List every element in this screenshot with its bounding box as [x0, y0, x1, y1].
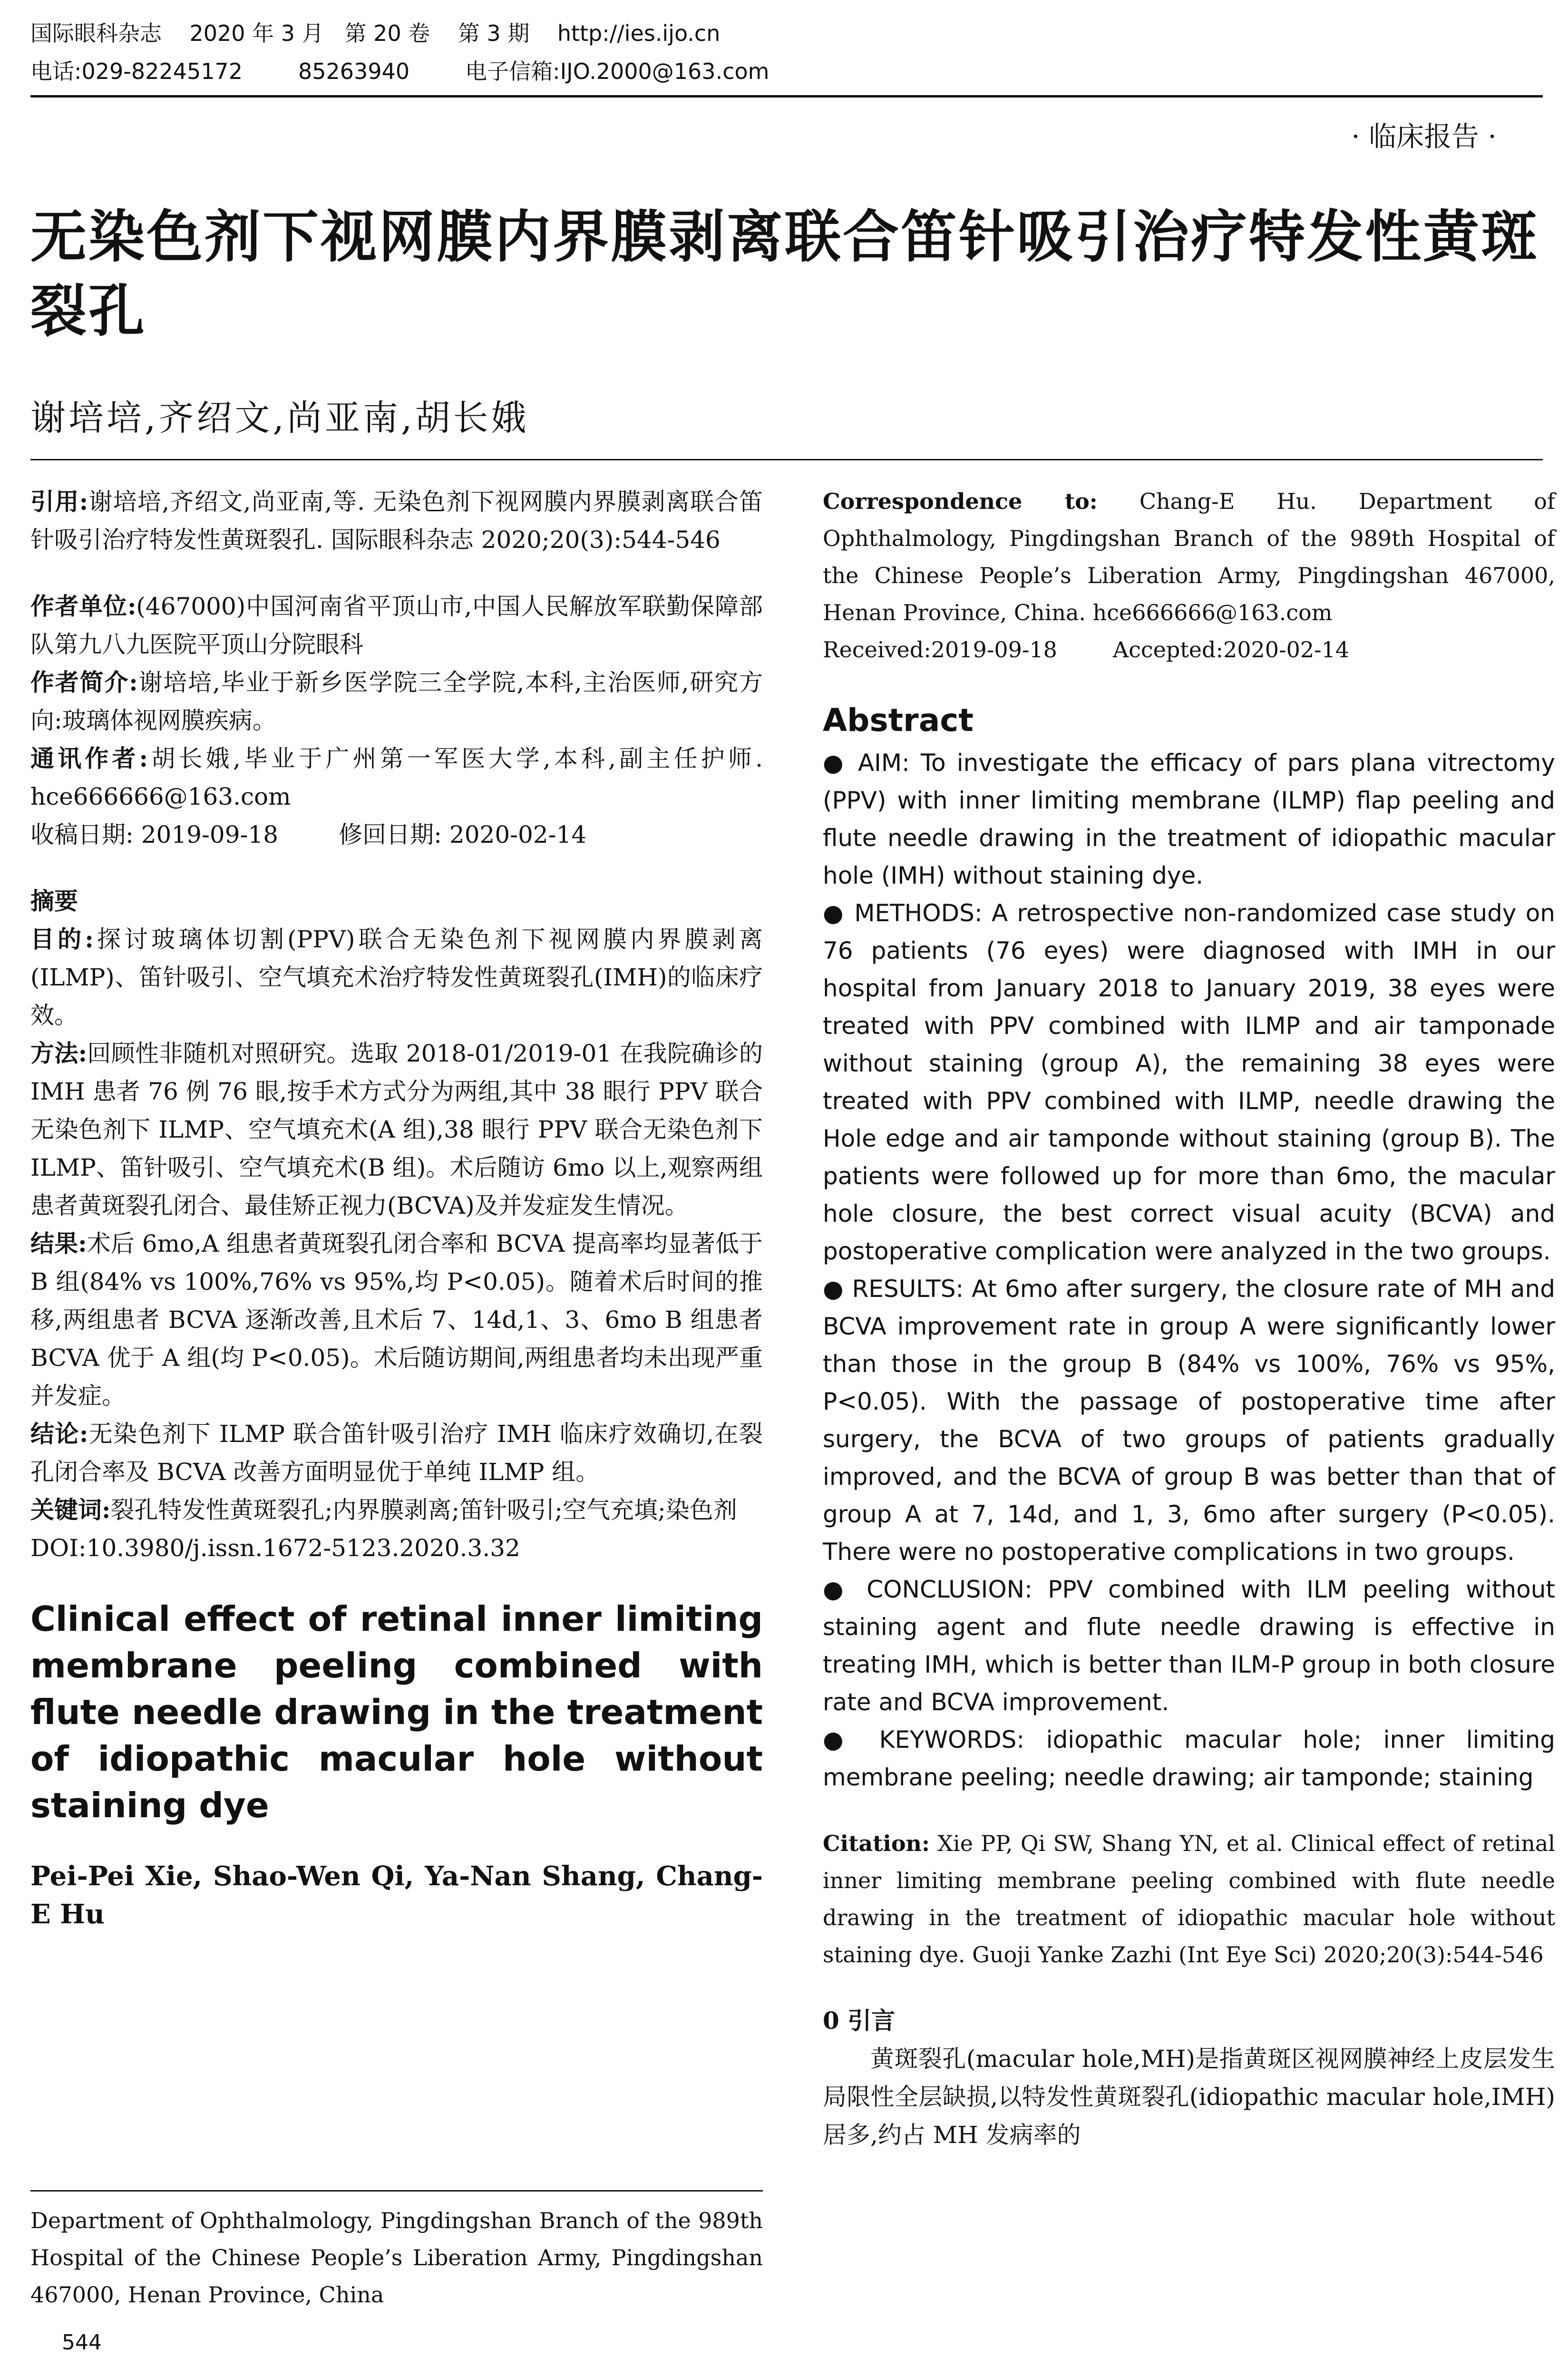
- affil-text: (467000)中国河南省平顶山市,中国人民解放军联勤保障部队第九八九医院平顶山分院眼科: [30, 593, 763, 658]
- journal-header-line2: 电话:029-82245172 85263940 电子信箱:IJO.2000@163.com: [30, 58, 769, 84]
- kw-text: 裂孔特发性黄斑裂孔;内界膜剥离;笛针吸引;空气充填;染色剂: [110, 1496, 737, 1524]
- section-tag: · 临床报告 ·: [1351, 120, 1497, 153]
- affiliation-cn: [30, 587, 763, 663]
- aim-en: ● AIM: To investigate the efficacy of pars plana vitrectomy (PPV) with inner limiting membrane (ILMP) flap peeling and flute needle drawing in the treatment of idiopathic macular hole (IMH) without staining dye.: [823, 749, 1555, 889]
- page-number: 544: [62, 2330, 102, 2355]
- citation-label: 引用:: [30, 487, 88, 516]
- methods-en: ● METHODS: A retrospective non-randomized case study on 76 patients (76 eyes) were diagnosed with IMH in our hospital from January 2018 to January 2019, 38 eyes were treated with PPV combined with ILMP and air tamponade without staining (group A), the remaining 38 eyes were treated with PPV combined with ILMP, needle drawing the Hole edge and air tamponde without staining (group B). The patients were followed up for more than 6mo, the macular hole closure, the best correct visual acuity (BCVA) and postoperative complication were analyzed in the two groups.: [823, 899, 1555, 1265]
- corr-text: 胡长娥,毕业于广州第一军医大学,本科,副主任护师. hce666666@163.com: [30, 745, 763, 810]
- citation-en-text: Xie PP, Qi SW, Shang YN, et al. Clinical effect of retinal inner limiting membrane peeling combined with flute needle drawing in the treatment of idiopathic macular hole without staining dye. Guoji Yanke Zazhi (Int Eye Sci) 2020;20(3):544-546: [823, 1831, 1555, 1968]
- journal-header-line1: 国际眼科杂志 2020 年 3 月 第 20 卷 第 3 期 http://ies.ijo.cn: [30, 20, 721, 46]
- corr-label: 通讯作者:: [30, 744, 148, 772]
- authors-en: Pei-Pei Xie, Shao-Wen Qi, Ya-Nan Shang, Chang-E Hu: [30, 1861, 763, 1930]
- corr-en-text: Chang-E Hu. Department of Ophthalmology, Pingdingshan Branch of the 989th Hospital of the Chinese People’s Liberation Army, Pingdingshan 467000, Henan Province, China. hce666666@163.com: [823, 488, 1556, 625]
- article-title-en: Clinical effect of retinal inner limiting membrane peeling combined with flute needle drawing in the treatment of idiopathic macular hole without staining dye: [30, 1599, 763, 1825]
- keywords-en: ● KEYWORDS: idiopathic macular hole; inner limiting membrane peeling; needle drawing; air tamponde; staining: [823, 1726, 1555, 1791]
- results-label: 结果:: [30, 1229, 87, 1257]
- header-rule: [30, 95, 1543, 97]
- received-accepted: Received:2019-09-18 Accepted:2020-02-14: [823, 637, 1350, 662]
- left-column: [30, 483, 763, 1933]
- conclusion-en: ● CONCLUSION: PPV combined with ILM peeling without staining agent and flute needle drawing is effective in treating IMH, which is better than ILM-P group in both closure rate and BCVA improvement.: [823, 1576, 1555, 1716]
- results-cn: [30, 1225, 763, 1415]
- doi: DOI:10.3980/j.issn.1672-5123.2020.3.32: [30, 1534, 520, 1562]
- intro-heading: 0 引言: [823, 2007, 896, 2035]
- aim-text: 探讨玻璃体切割(PPV)联合无染色剂下视网膜内界膜剥离(ILMP)、笛针吸引、空气填充术治疗特发性黄斑裂孔(IMH)的临床疗效。: [30, 925, 763, 1029]
- right-column: [823, 483, 1555, 2154]
- citation-en: [823, 1825, 1555, 1973]
- methods-text: 回顾性非随机对照研究。选取 2018-01/2019-01 在我院确诊的 IMH 患者 76 例 76 眼,按手术方式分为两组,其中 38 眼行 PPV 联合无染色剂下 ILMP、空气填充术(A 组),38 眼行 PPV 联合无染色剂下 ILMP、笛针吸引、空气填充术(B 组)。术后随访 6mo 以上,观察两组患者黄斑裂孔闭合、最佳矫正视力(BCVA)及并发症发生情况。: [30, 1040, 763, 1219]
- citation-text: 谢培培,齐绍文,尚亚南,等. 无染色剂下视网膜内界膜剥离联合笛针吸引治疗特发性黄斑裂孔. 国际眼科杂志 2020;20(3):544-546: [30, 488, 763, 554]
- kw-label: 关键词:: [30, 1496, 111, 1524]
- correspondence-en: [823, 483, 1555, 631]
- corr-en-label: Correspondence to:: [823, 488, 1098, 514]
- corresponding-cn: [30, 740, 763, 816]
- aim-label: 目的:: [30, 925, 94, 953]
- results-text: 术后 6mo,A 组患者黄斑裂孔闭合率和 BCVA 提高率均显著低于 B 组(84% vs 100%,76% vs 95%,均 P<0.05)。随着术后时间的推移,两组患者 BCVA 逐渐改善,且术后 7、14d,1、3、6mo B 组患者 BCVA 优于 A 组(均 P<0.05)。术后随访期间,两组患者均未出现严重并发症。: [30, 1230, 763, 1410]
- article-title-cn: 无染色剂下视网膜内界膜剥离联合笛针吸引治疗特发性黄斑裂孔: [30, 204, 1539, 344]
- bio-cn: [30, 663, 763, 740]
- authors-cn: 谢培培,齐绍文,尚亚南,胡长娥: [30, 398, 529, 438]
- results-en: ● RESULTS: At 6mo after surgery, the closure rate of MH and BCVA improvement rate in group A were significantly lower than those in the group B (84% vs 100%, 76% vs 95%, P<0.05). With the passage of postoperative time after surgery, the BCVA of two groups of patients gradually improved, and the BCVA of group B was better than that of group A at 7, 14d, and 1, 3, 6mo after surgery (P<0.05). There were no postoperative complications in two groups.: [823, 1275, 1555, 1566]
- abstract-head-cn: 摘要: [30, 887, 78, 915]
- affiliation-rule: [30, 2190, 763, 2192]
- affiliation-en: Department of Ophthalmology, Pingdingshan Branch of the 989th Hospital of the Chinese People’s Liberation Army, Pingdingshan 467000, Henan Province, China: [30, 2208, 763, 2308]
- aim-cn: [30, 920, 763, 1034]
- methods-label: 方法:: [30, 1039, 88, 1067]
- concl-text: 无染色剂下 ILMP 联合笛针吸引治疗 IMH 临床疗效确切,在裂孔闭合率及 BCVA 改善方面明显优于单纯 ILMP 组。: [30, 1420, 763, 1486]
- conclusion-cn: [30, 1415, 763, 1491]
- concl-label: 结论:: [30, 1420, 88, 1448]
- dates-cn: 收稿日期: 2019-09-18 修回日期: 2020-02-14: [30, 821, 587, 848]
- bio-text: 谢培培,毕业于新乡医学院三全学院,本科,主治医师,研究方向:玻璃体视网膜疾病。: [30, 669, 763, 734]
- methods-cn: [30, 1034, 763, 1225]
- title-rule: [30, 459, 1543, 460]
- citation-en-label: Citation:: [823, 1831, 930, 1856]
- citation-cn: [30, 483, 763, 559]
- bio-label: 作者简介:: [30, 668, 138, 696]
- keywords-cn: [30, 1491, 763, 1529]
- affil-label: 作者单位:: [30, 592, 136, 620]
- intro-text: 黄斑裂孔(macular hole,MH)是指黄斑区视网膜神经上皮层发生局限性全层缺损,以特发性黄斑裂孔(idiopathic macular hole,IMH)居多,约占 MH 发病率的: [823, 2045, 1555, 2149]
- abstract-head-en: Abstract: [823, 702, 974, 739]
